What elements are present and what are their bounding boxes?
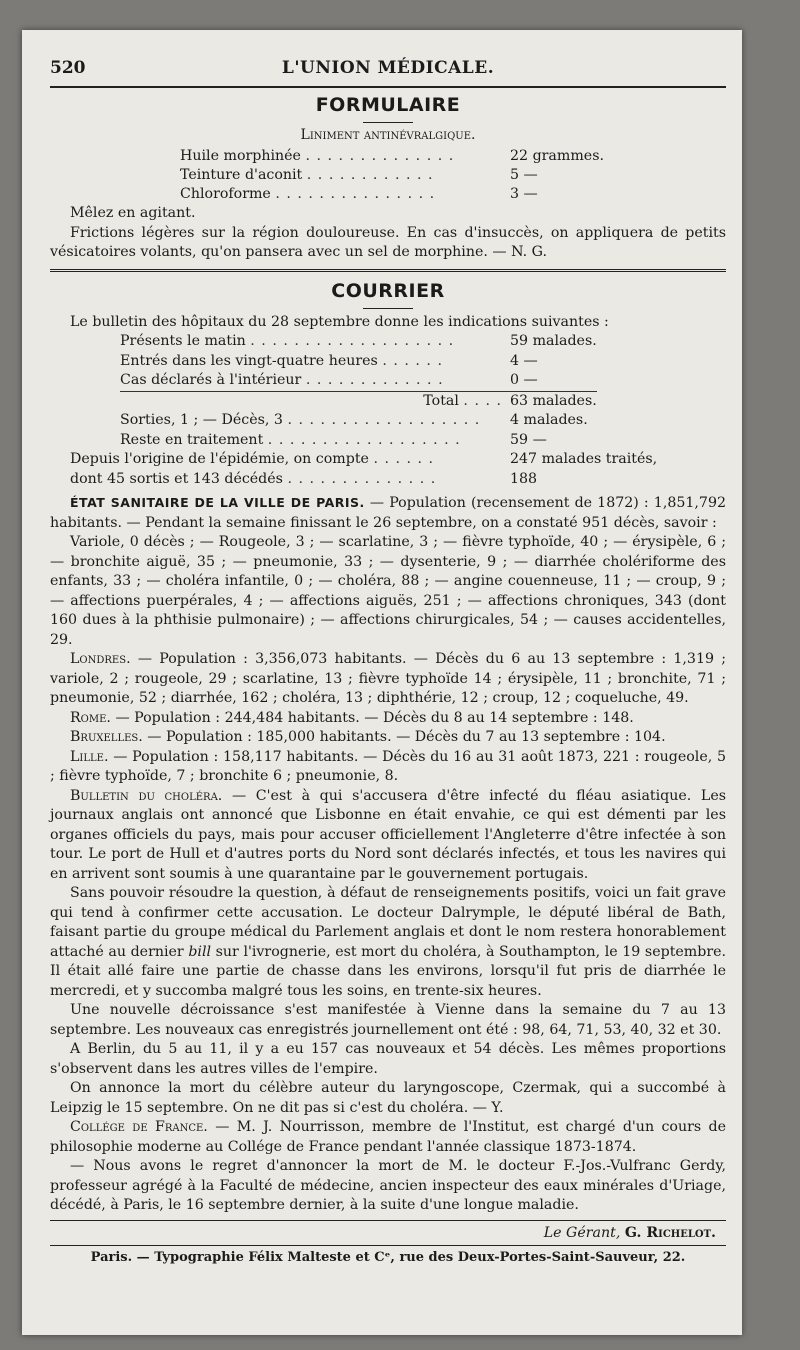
stats-total-label: Total . . . . xyxy=(120,391,510,411)
ingredient-qty: 5 — xyxy=(510,167,538,183)
signature-name: G. Richelot. xyxy=(624,1224,716,1241)
vienne-paragraph: Une nouvelle décroissance s'est manifestée à Vienne dans la semaine du 7 au 13 septembre. Les nouveaux cas enregistrés journellement ont été : 98, 64, 71, 53, 40, 32 et 30. xyxy=(50,1002,726,1038)
cholera-heading: Bulletin du choléra. xyxy=(70,787,223,804)
signature-role: Le Gérant, xyxy=(543,1224,621,1241)
courrier-divider xyxy=(363,308,413,309)
courrier-intro: Le bulletin des hôpitaux du 28 septembre donne les indications suivantes : xyxy=(70,313,609,330)
stats-label: Entrés dans les vingt-quatre heures . . . . . . xyxy=(120,352,443,369)
ingredient-qty: 3 — xyxy=(510,186,538,202)
stats-total-row xyxy=(120,391,597,411)
stats-row xyxy=(120,332,597,352)
stats-value: 4 — xyxy=(510,352,538,369)
ingredient-name: Chloroforme . . . . . . . . . . . . . . . xyxy=(180,186,436,202)
paris-details: Variole, 0 décès ; — Rougeole, 3 ; — scarlatine, 3 ; — fièvre typhoïde, 40 ; — érysipèle, 6 ; — bronchite aiguë, 35 ; — pneumonie, 33 ; — dysenterie, 9 ; — diarrhée cholériforme des enfants, 33 ; — choléra infantile, 0 ; — choléra, 88 ; — angine couenneuse, 11 ; — croup, 9 ; — affections puerpérales, 4 ; — affections aiguës, 251 ; — affections chroniques, 343 (dont 160 dues à la phthisie pulmonaire) ; — affections chirurgicales, 54 ; — causes accidentelles, 29. xyxy=(50,534,726,648)
recipe-instructions: Frictions légères sur la région douloureuse. En cas d'insuccès, on appliquera de petits vésicatoires volants, qu'on pansera avec un sel de morphine. — N. G. xyxy=(50,224,726,260)
header-rule xyxy=(50,86,726,88)
formulaire-title: FORMULAIRE xyxy=(315,94,461,116)
courrier-title: COURRIER xyxy=(331,279,445,302)
recipe-table xyxy=(180,147,604,204)
ingredient-name: Huile morphinée . . . . . . . . . . . . . . xyxy=(180,148,455,164)
czermak-paragraph: On annonce la mort du célèbre auteur du laryngoscope, Czermak, qui a succombé à Leipzig le 15 septembre. On ne dit pas si c'est du choléra. — Y. xyxy=(50,1080,726,1116)
stats-value: 188 xyxy=(510,470,538,487)
stats-value: 247 malades traités, xyxy=(510,451,658,467)
lille-heading: Lille. xyxy=(70,748,109,765)
section-rule xyxy=(50,269,726,274)
recipe-mix: Mêlez en agitant. xyxy=(70,205,196,221)
berlin-paragraph: A Berlin, du 5 au 11, il y a eu 157 cas nouveaux et 54 décès. Les mêmes proportions s'observent dans les autres villes de l'empire. xyxy=(50,1041,726,1077)
stats-row xyxy=(70,470,657,490)
stats-total-value: 63 malades. xyxy=(510,391,597,411)
imprint-line: Paris. — Typographie Félix Malteste et Cᵉ, rue des Deux-Portes-Saint-Sauveur, 22. xyxy=(90,1249,686,1265)
formulaire-subtitle: Liniment antinévralgique. xyxy=(300,127,476,143)
stats-row xyxy=(120,352,597,372)
stats-value: 4 malades. xyxy=(510,412,588,428)
formulaire-divider xyxy=(363,122,413,123)
stats-label: Depuis l'origine de l'épidémie, on compte . . . . . . xyxy=(70,451,435,467)
ingredient-name: Teinture d'aconit . . . . . . . . . . . . xyxy=(180,167,434,183)
lille-paragraph: Lille. — Population : 158,117 habitants. — Décès du 16 au 31 août 1873, 221 : rougeole, 5 ; fièvre typhoïde, 7 ; bronchite 6 ; pneumonie, 8. xyxy=(50,748,726,784)
rome-heading: Rome. xyxy=(70,709,111,726)
stats-value: 59 malades. xyxy=(510,333,597,349)
stats-label: Cas déclarés à l'intérieur . . . . . . . . . . . . . xyxy=(120,372,444,388)
page-content xyxy=(50,52,726,1265)
signature xyxy=(50,1225,716,1241)
running-head xyxy=(50,52,726,82)
stats-row xyxy=(70,450,657,470)
bruxelles-paragraph: Bruxelles. — Population : 185,000 habitants. — Décès du 7 au 13 septembre : 104. xyxy=(70,729,666,745)
ingredient-qty: 22 grammes. xyxy=(510,148,604,164)
stats-label: Présents le matin . . . . . . . . . . . . . . . . . . . xyxy=(120,333,455,349)
recipe-row xyxy=(180,147,604,166)
paris-paragraph: ÉTAT SANITAIRE DE LA VILLE DE PARIS. — Population (recensement de 1872) : 1,851,792 habitants. — Pendant la semaine finissant le 26 septembre, on a constaté 951 décès, savoir : xyxy=(50,495,727,531)
bill-word: bill xyxy=(188,943,212,960)
journal-title: L'UNION MÉDICALE. xyxy=(281,58,495,78)
since-origin-table xyxy=(70,450,657,489)
stats-label: dont 45 sortis et 143 décédés . . . . . . . . . . . . . . xyxy=(70,470,437,487)
college-paragraph: Collége de France. — M. J. Nourrisson, membre de l'Institut, est chargé d'un cours de philosophie moderne au Collége de France pendant l'année classique 1873-1874. xyxy=(50,1119,727,1155)
stats-row xyxy=(120,431,597,451)
stats-label: Reste en traitement . . . . . . . . . . . . . . . . . . xyxy=(120,431,461,448)
stats-value: 59 — xyxy=(510,431,547,448)
cholera-paragraph: Bulletin du choléra. — C'est à qui s'accusera d'être infecté du fléau asiatique. Les journaux anglais ont annoncé que Lisbonne en était envahie, ce qui est démenti par les organes officiels du pays, mais pour accuser officiellement l'Angleterre d'être infectée à son tour. Le port de Hull et d'autres ports du Nord sont déclarés infectés, et tous les navires qui en arrivent sont soumis à une quarantaine par le gouvernement portugais. xyxy=(50,787,727,882)
page-sheet xyxy=(22,30,742,1335)
stats-value: 0 — xyxy=(510,372,538,388)
paris-heading: ÉTAT SANITAIRE DE LA VILLE DE PARIS. xyxy=(70,495,365,510)
rome-paragraph: Rome. — Population : 244,484 habitants. — Décès du 8 au 14 septembre : 148. xyxy=(70,709,634,726)
londres-paragraph: Londres. — Population : 3,356,073 habitants. — Décès du 6 au 13 septembre : 1,319 ; variole, 2 ; rougeole, 29 ; scarlatine, 13 ; fièvre typhoïde 14 ; érysipèle, 11 ; bronchite, 71 ; pneumonie, 52 ; diarrhée, 162 ; choléra, 13 ; diphthérie, 12 ; croup, 12 ; coqueluche, 49. xyxy=(50,651,726,706)
college-heading: Collége de France. xyxy=(70,1119,208,1135)
page-number: 520 xyxy=(50,58,86,78)
stats-row xyxy=(120,371,597,391)
footer-rule xyxy=(50,1220,726,1221)
londres-heading: Londres. xyxy=(70,651,131,667)
stats-label: Sorties, 1 ; — Décès, 3 . . . . . . . . . . . . . . . . . . xyxy=(120,412,481,428)
gerdy-paragraph: — Nous avons le regret d'annoncer la mort de M. le docteur F.-Jos.-Vulfranc Gerdy, professeur agrégé à la Faculté de médecine, ancien inspecteur des eaux minérales d'Uriage, décédé, à Paris, le 16 septembre dernier, à la suite d'une longue maladie. xyxy=(50,1158,726,1213)
dalrymple-paragraph: Sans pouvoir résoudre la question, à défaut de renseignements positifs, voici un fait grave qui tend à confirmer cette accusation. Le docteur Dalrymple, le député libéral de Bath, faisant partie du groupe médical du Parlement anglais et dont le nom restera honorablement attaché au dernier bill sur l'ivrognerie, est mort du choléra, à Southampton, le 19 septembre. Il était allé faire une partie de chasse dans les environs, lorsqu'il fut pris de diarrhée le mercredi, et y succomba malgré tous les soins, en trente-six heures. xyxy=(50,885,727,999)
hospital-stats-table xyxy=(120,332,597,450)
imprint-rule xyxy=(50,1245,726,1246)
bruxelles-heading: Bruxelles. xyxy=(70,729,143,745)
recipe-row xyxy=(180,166,604,185)
stats-row xyxy=(120,411,597,431)
recipe-row xyxy=(180,185,604,204)
